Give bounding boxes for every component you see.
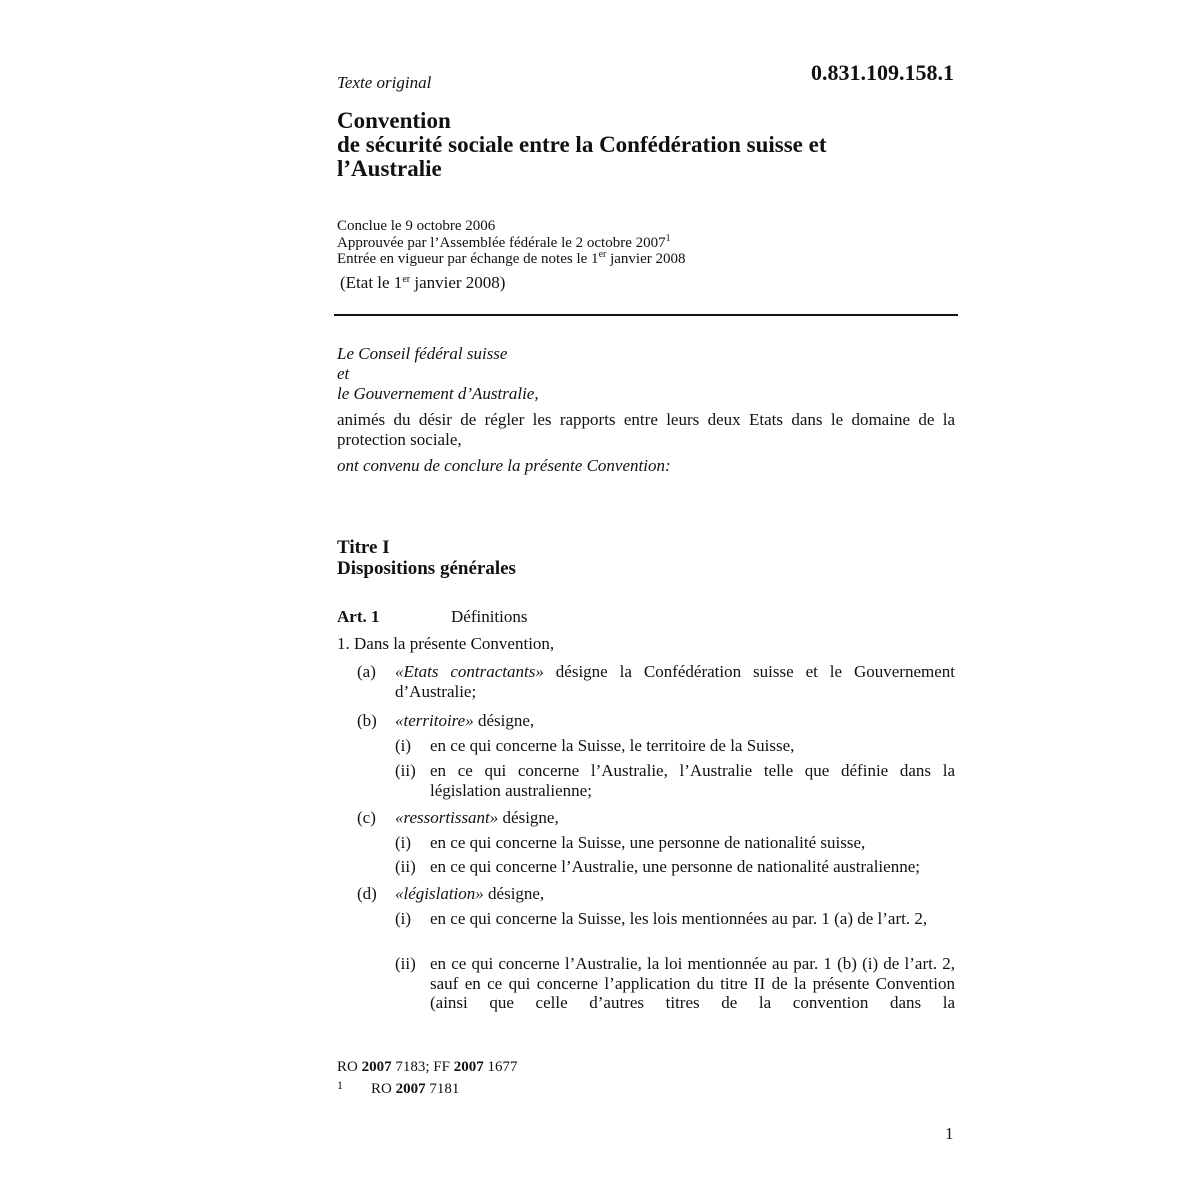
preamble-party-2: le Gouvernement d’Australie, (337, 384, 539, 403)
footnotes (337, 1058, 517, 1098)
definition-b-ii-text: en ce qui concerne l’Australie, l’Australie telle que définie dans la législation australienne; (430, 761, 955, 800)
article-number: Art. 1 (337, 607, 380, 626)
section-title (337, 537, 516, 579)
preamble-party-1: Le Conseil fédéral suisse (337, 344, 508, 363)
concluded-date: Conclue le 9 octobre 2006 (337, 218, 496, 234)
document-meta (337, 218, 686, 291)
definition-a-text: «Etats contractants» désigne la Confédération suisse et le Gouvernement d’Australie; (395, 662, 955, 701)
preamble-agreed: ont convenu de conclure la présente Convention: (337, 456, 671, 475)
document-title (337, 109, 827, 181)
page-number: 1 (945, 1124, 954, 1143)
definition-d-label: (d) (357, 884, 377, 903)
definition-d-ii-label: (ii) (395, 954, 416, 973)
official-references: RO 2007 7183; FF 2007 1677 (337, 1059, 518, 1075)
definition-c-ii-label: (ii) (395, 857, 416, 876)
sr-number: 0.831.109.158.1 (811, 60, 954, 85)
entry-into-force: Entrée en vigueur par échange de notes le 1er janvier 2008 (337, 249, 686, 267)
preamble (337, 344, 955, 476)
definition-b-ii-label: (ii) (395, 761, 416, 780)
footnote-1: 1 RO 2007 7181 (337, 1078, 460, 1097)
header-divider (334, 314, 958, 316)
definition-d-i-text: en ce qui concerne la Suisse, les lois mentionnées au par. 1 (a) de l’art. 2, (430, 909, 928, 928)
definition-c-label: (c) (357, 808, 376, 827)
title-line-1: Convention (337, 108, 451, 133)
title-number: Titre I (337, 537, 390, 558)
text-status-label: Texte original (337, 73, 432, 92)
title-name: Dispositions générales (337, 558, 516, 579)
status-date: (Etat le 1er janvier 2008) (340, 272, 506, 292)
definition-a-label: (a) (357, 662, 376, 681)
definition-c-i-text: en ce qui concerne la Suisse, une personne de nationalité suisse, (430, 833, 866, 852)
article-heading (337, 607, 528, 627)
article-title: Définitions (451, 607, 528, 626)
definition-b-i-label: (i) (395, 736, 412, 755)
definition-c-text: «ressortissant» désigne, (395, 808, 559, 827)
definition-d-ii-text: en ce qui concerne l’Australie, la loi mentionnée au par. 1 (b) (i) de l’art. 2, sauf en ce qui concerne l’application du titre II de la présente Convention (ainsi que celle d’autres titres de la convention dans la (430, 954, 955, 1012)
definition-d-i-label: (i) (395, 909, 412, 928)
definition-c-i-label: (i) (395, 833, 412, 852)
preamble-and: et (337, 364, 350, 383)
definition-d-text: «législation» désigne, (395, 884, 545, 903)
definition-c-ii-text: en ce qui concerne l’Australie, une personne de nationalité australienne; (430, 857, 920, 876)
approval-date: Approuvée par l’Assemblée fédérale le 2 octobre 2007$^1$ (337, 232, 671, 251)
article-intro: 1. Dans la présente Convention, (337, 634, 555, 653)
preamble-motive: animés du désir de régler les rapports entre leurs deux Etats dans le domaine de la protection sociale, (337, 410, 955, 449)
footnote-ref-1[interactable]: 1 (665, 232, 671, 244)
definition-b-text: «territoire» désigne, (395, 711, 535, 730)
definition-b-label: (b) (357, 711, 377, 730)
title-line-3: l’Australie (337, 156, 442, 181)
title-line-2: de sécurité sociale entre la Confédération suisse et (337, 132, 827, 157)
definition-b-i-text: en ce qui concerne la Suisse, le territoire de la Suisse, (430, 736, 795, 755)
footnote-1-mark: 1 (337, 1078, 343, 1092)
